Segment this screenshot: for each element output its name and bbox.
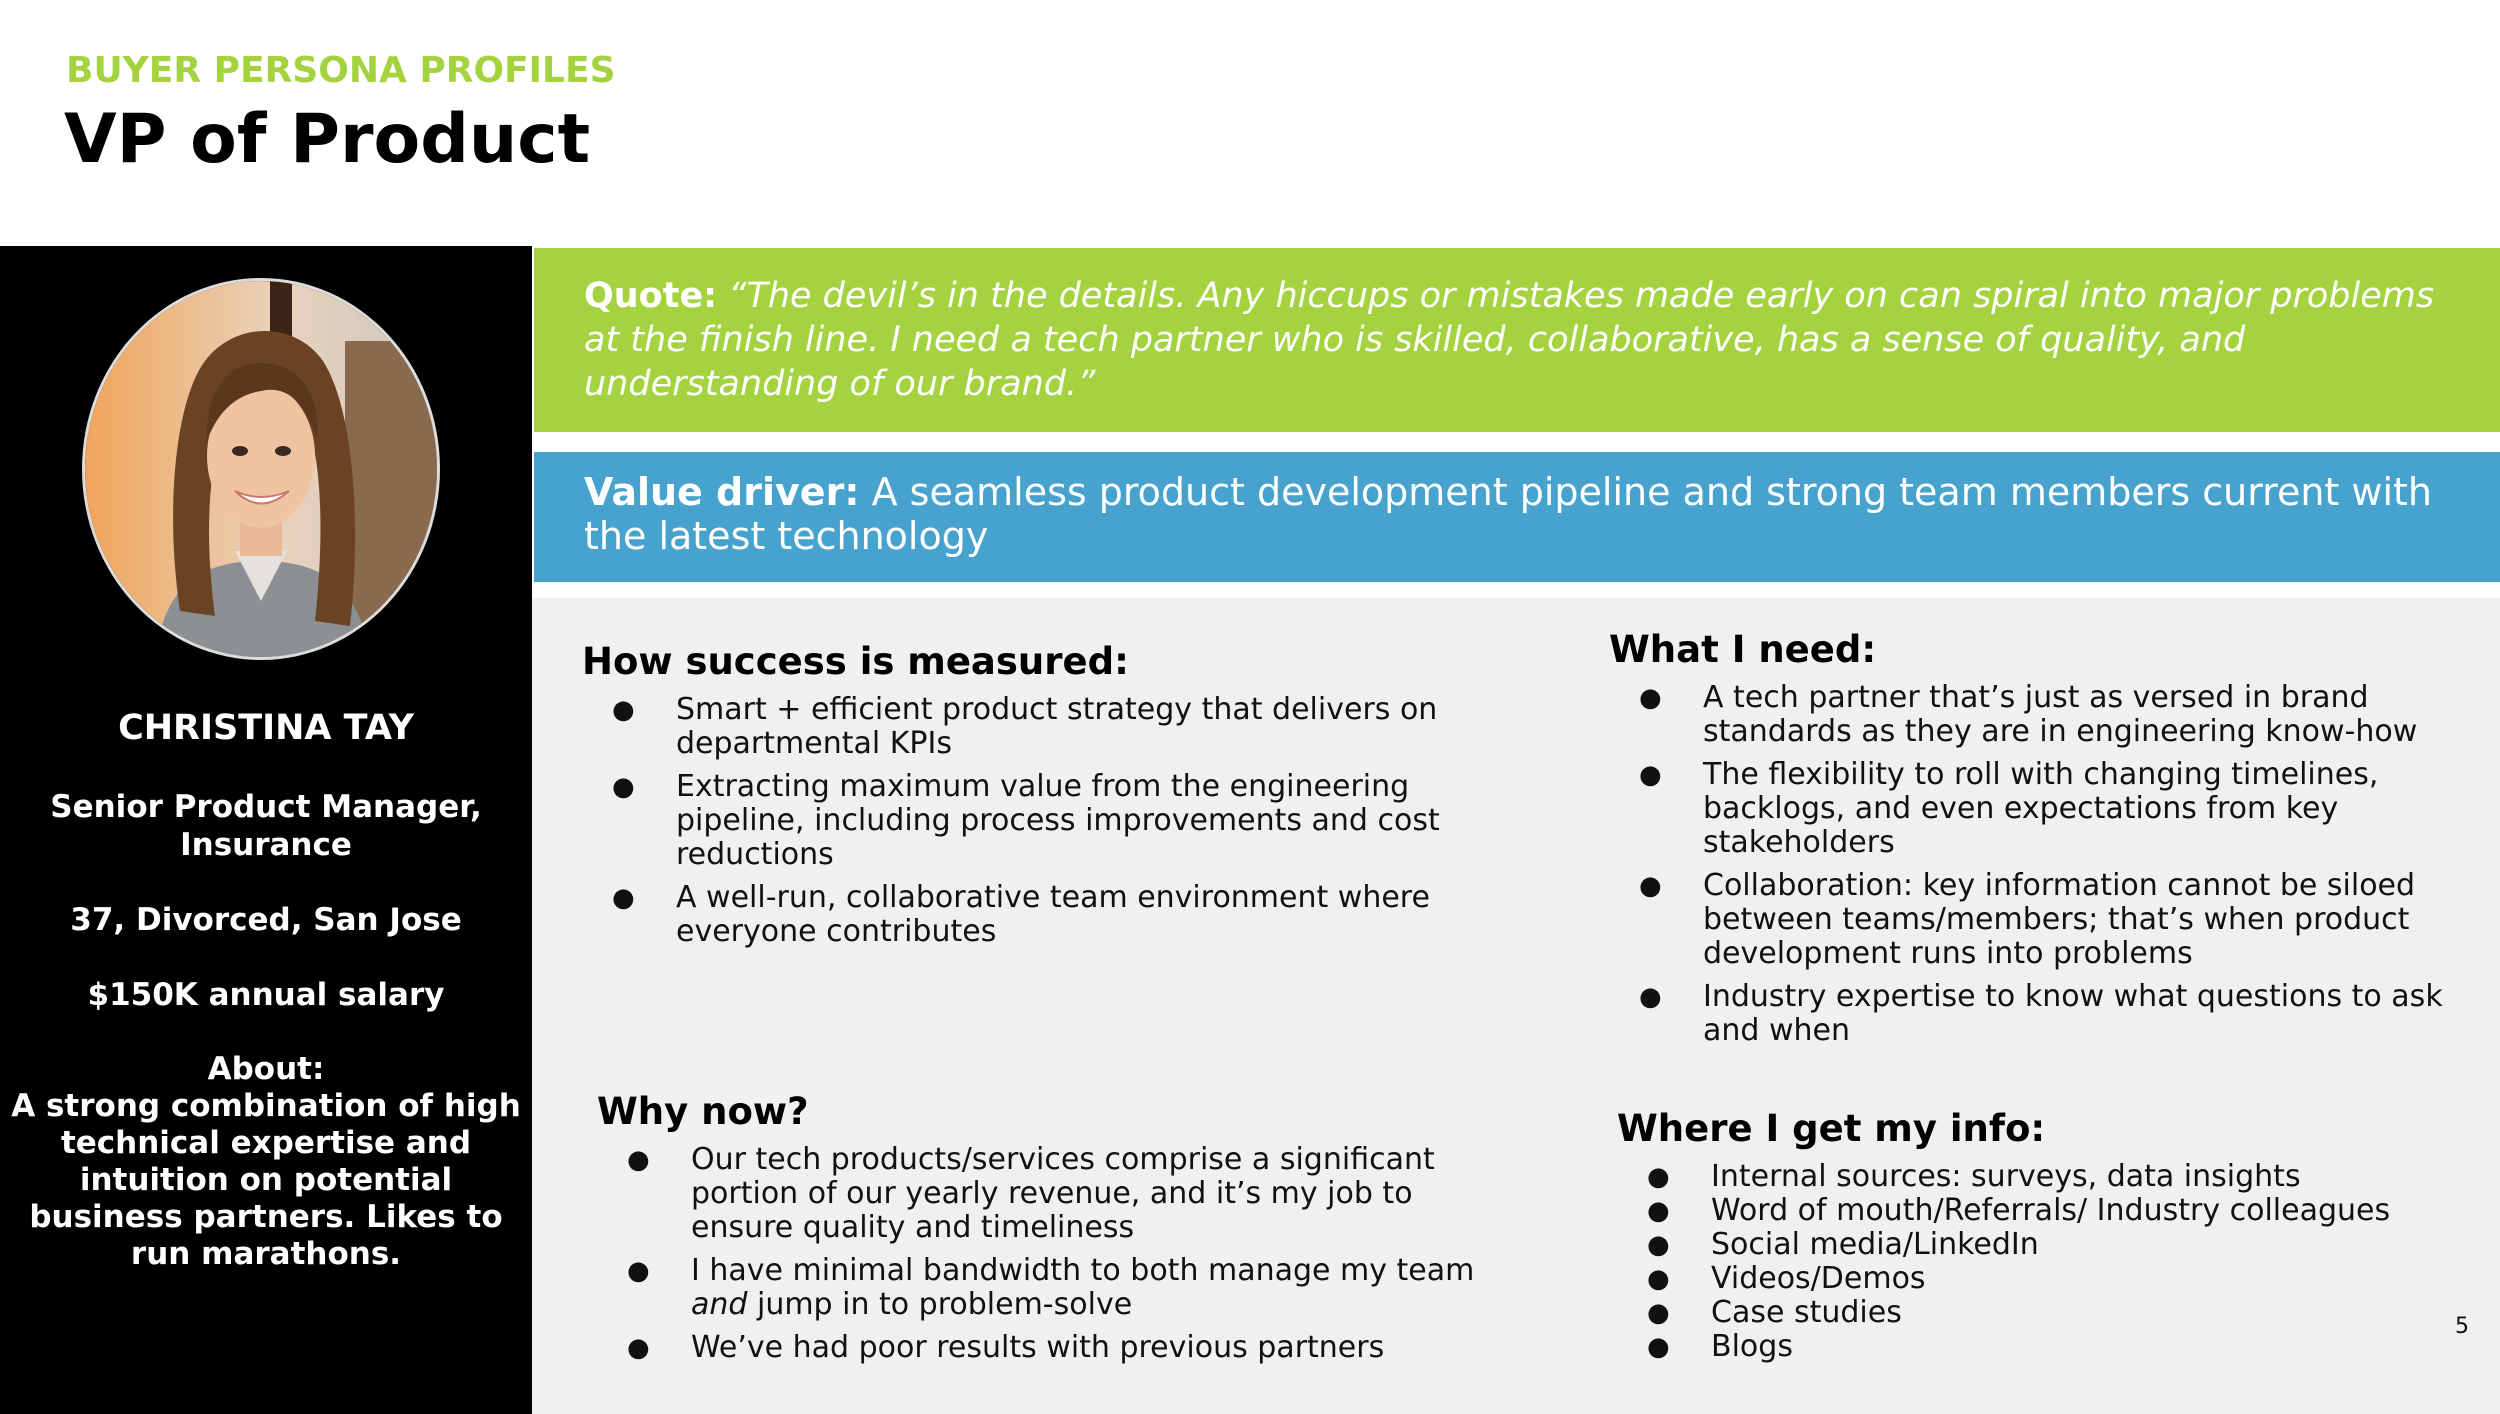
bullet-icon: ● [612, 695, 635, 725]
page-number: 5 [2455, 1314, 2469, 1339]
quote-label: Quote: [584, 276, 718, 316]
persona-demographics: 37, Divorced, San Jose [70, 902, 462, 938]
list-item: ● Case studies [1647, 1295, 1902, 1330]
section-kicker: BUYER PERSONA PROFILES [66, 50, 616, 91]
portrait-photo-icon [85, 281, 437, 657]
needs-heading: What I need: [1609, 628, 1877, 671]
list-item: ● Collaboration: key information cannot be siloed between teams/members; that’s when product development runs into problems [1639, 868, 2416, 971]
success-heading: How success is measured: [582, 640, 1129, 683]
value-driver-text: A seamless product development pipeline and strong team members current with the latest technology [584, 470, 2433, 558]
list-item: ● We’ve had poor results with previous partners [627, 1330, 1385, 1365]
bullet-icon: ● [612, 883, 635, 913]
bullet-icon: ● [627, 1333, 650, 1363]
success-section [582, 640, 1462, 958]
persona-salary: $150K annual salary [87, 977, 445, 1013]
list-item: ● Industry expertise to know what questions to ask and when [1639, 979, 2443, 1048]
persona-name: CHRISTINA TAY [118, 708, 414, 748]
page-title: VP of Product [64, 100, 591, 179]
bullet-icon: ● [627, 1145, 650, 1175]
list-item: ● Word of mouth/Referrals/ Industry colleagues [1647, 1193, 2391, 1228]
bullet-icon: ● [1639, 683, 1662, 713]
list-item: ● I have minimal bandwidth to both manage my team and jump in to problem-solve [627, 1253, 1475, 1322]
portrait-photo [82, 278, 440, 660]
info-section [1617, 1107, 2477, 1364]
list-item: ● A well-run, collaborative team environment where everyone contributes [612, 880, 1430, 949]
about-heading: About: [207, 1051, 325, 1087]
bullet-icon: ● [1647, 1264, 1670, 1294]
bullet-icon: ● [1647, 1162, 1670, 1192]
bullet-icon: ● [612, 772, 635, 802]
bullet-icon: ● [1647, 1196, 1670, 1226]
value-driver-label: Value driver: [584, 470, 860, 514]
list-item: ● Smart + efficient product strategy that delivers on departmental KPIs [612, 692, 1438, 761]
info-heading: Where I get my info: [1617, 1107, 2046, 1150]
quote-banner [534, 248, 2500, 432]
bullet-icon: ● [627, 1256, 650, 1286]
list-item: ● Internal sources: surveys, data insights [1647, 1159, 2301, 1194]
value-driver-banner [534, 452, 2500, 582]
quote-text: “The devil’s in the details. Any hiccups or mistakes made early on can spiral into major problems at the finish line. I need a tech partner who is skilled, collaborative, has a sense of quality, and understanding of our brand.” [584, 276, 2435, 404]
bullet-icon: ● [1647, 1298, 1670, 1328]
why-now-section [597, 1090, 1477, 1374]
bullet-icon: ● [1639, 760, 1662, 790]
list-item: ● Blogs [1647, 1329, 1793, 1364]
persona-role: Senior Product Manager, Insurance [50, 789, 482, 863]
list-item: ● A tech partner that’s just as versed in brand standards as they are in engineering know-how [1639, 680, 2418, 749]
list-item: ● Videos/Demos [1647, 1261, 1926, 1296]
needs-section [1609, 628, 2479, 1057]
bullet-icon: ● [1647, 1230, 1670, 1260]
list-item: ● Our tech products/services comprise a significant portion of our yearly revenue, and it’s my job to ensure quality and timeliness [627, 1142, 1435, 1245]
list-item: ● The flexibility to roll with changing timelines, backlogs, and even expectations from key stakeholders [1639, 757, 2379, 860]
bullet-icon: ● [1639, 871, 1662, 901]
bullet-icon: ● [1639, 982, 1662, 1012]
why-now-heading: Why now? [597, 1090, 809, 1133]
bullet-icon: ● [1647, 1332, 1670, 1362]
list-item: ● Extracting maximum value from the engineering pipeline, including process improvements and cost reductions [612, 769, 1440, 872]
list-item: ● Social media/LinkedIn [1647, 1227, 2039, 1262]
about-text: A strong combination of high technical expertise and intuition on potential business partners. Likes to run marathons. [11, 1088, 521, 1272]
